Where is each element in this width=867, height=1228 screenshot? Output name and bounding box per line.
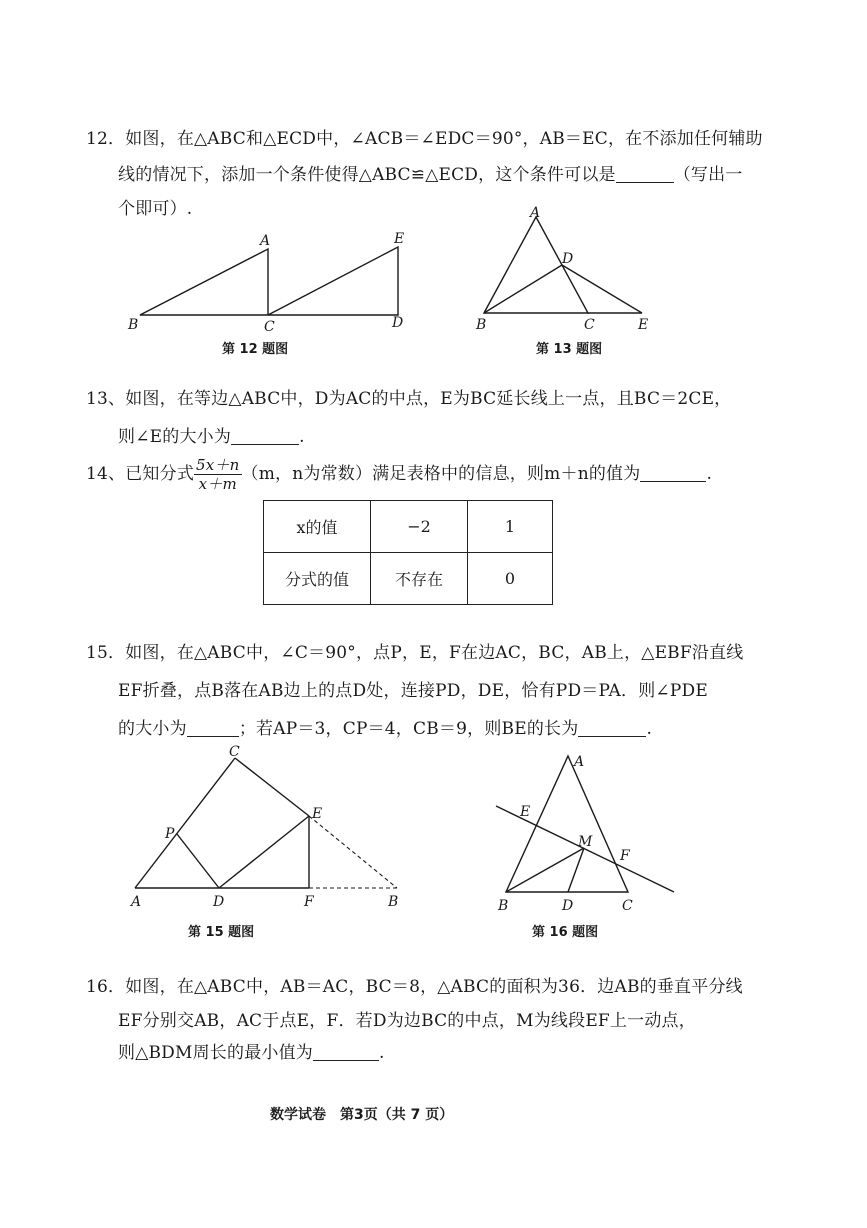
- table-row: [264, 501, 553, 553]
- q15-segment-ce: [235, 758, 309, 816]
- q15-label-f: F: [304, 894, 314, 910]
- q12-triangle-ecd: [268, 247, 398, 315]
- q16-line3: [118, 1038, 385, 1063]
- q16-line1: 16．如图，在△ABC中，AB＝AC，BC＝8，△ABC的面积为36．边AB的垂直平分线: [86, 977, 743, 997]
- q16-line2: EF分别交AB，AC于点E，F．若D为边BC的中点，M为线段EF上一动点，: [118, 1011, 696, 1031]
- table-cell: −2: [371, 501, 468, 553]
- table-cell: 1: [468, 501, 553, 553]
- q16-answer-blank: [313, 1044, 379, 1061]
- q16-label-c: C: [622, 898, 633, 914]
- q12-caption: 第 12 题图: [222, 342, 289, 357]
- q16-line3-text: 则△BDM周长的最小值为: [118, 1043, 314, 1063]
- q12-figure: [120, 225, 420, 335]
- q12-line2-tail: （写出一: [673, 165, 743, 185]
- q15-line3: [118, 714, 652, 739]
- q12-answer-blank: [616, 166, 674, 183]
- q13-label-e: E: [638, 317, 649, 333]
- q12-line2: [118, 160, 743, 185]
- q15-label-a: A: [131, 894, 142, 910]
- q14-info-table: [263, 500, 553, 605]
- q13-label-a: A: [530, 205, 541, 221]
- q15-line3-mid: ；若AP＝3，CP＝4，CB＝9，则BE的长为: [238, 719, 579, 739]
- q16-label-a: A: [574, 754, 585, 770]
- q13-figure: [470, 205, 670, 335]
- q12-line2-text: 线的情况下，添加一个条件使得△ABC≌△ECD，这个条件可以是: [118, 165, 616, 185]
- q16-figure: [490, 748, 690, 918]
- q15-figure: [125, 742, 415, 914]
- q16-line3-tail: .: [379, 1043, 385, 1063]
- table-cell-x-header: x的值: [264, 501, 371, 553]
- q14-fraction: [194, 456, 241, 493]
- q13-line2: [118, 422, 305, 447]
- q14-fraction-denominator: x＋m: [198, 475, 237, 493]
- table-cell-value-header: 分式的值: [264, 553, 371, 605]
- q13-line1: 13、如图，在等边△ABC中，D为AC的中点，E为BC延长线上一点，且BC＝2CE，: [86, 389, 732, 409]
- q14-prefix: 14、已知分式: [86, 464, 195, 484]
- q15-line3-text: 的大小为: [118, 719, 187, 739]
- q16-caption: 第 16 题图: [532, 925, 599, 940]
- page-footer: 数学试卷 第3页（共 7 页）: [270, 1107, 454, 1123]
- q16-segment-dm: [568, 848, 584, 892]
- q15-segment-de: [219, 816, 309, 888]
- q13-segment-bd: [484, 265, 562, 313]
- q16-label-b: B: [498, 898, 509, 914]
- q13-caption: 第 13 题图: [536, 342, 603, 357]
- q16-segment-bm: [506, 848, 584, 892]
- q16-label-f: F: [620, 848, 630, 864]
- q12-label-e: E: [394, 231, 405, 247]
- q14-fraction-numerator: 5x＋n: [196, 456, 240, 474]
- q12-label-d: D: [392, 315, 404, 331]
- q14-line: [86, 456, 712, 493]
- q14-answer-blank: [640, 465, 706, 482]
- q15-line1: 15．如图，在△ABC中，∠C＝90°，点P，E，F在边AC，BC，AB上，△EBF沿直线: [86, 643, 744, 663]
- q13-line2-text: 则∠E的大小为: [118, 427, 232, 447]
- q15-caption: 第 15 题图: [188, 925, 255, 940]
- q12-label-c: C: [264, 319, 275, 335]
- q12-label-a: A: [260, 233, 271, 249]
- q16-triangle-abc: [506, 756, 628, 892]
- q15-label-p: P: [165, 826, 175, 842]
- q16-label-m: M: [578, 834, 593, 850]
- q13-answer-blank: [231, 428, 299, 445]
- q13-line2-tail: .: [299, 427, 305, 447]
- q13-label-d: D: [562, 251, 574, 267]
- q16-label-d: D: [562, 898, 574, 914]
- table-row: [264, 553, 553, 605]
- q15-answer-blank-1: [187, 720, 239, 737]
- q14-suffix: （m，n为常数）满足表格中的信息，则m＋n的值为: [241, 464, 641, 484]
- q13-label-b: B: [476, 317, 487, 333]
- q15-label-b: B: [388, 894, 399, 910]
- q15-segment-ac: [135, 758, 235, 888]
- table-cell: 不存在: [371, 553, 468, 605]
- q13-label-c: C: [584, 317, 595, 333]
- q15-label-c: C: [229, 744, 240, 760]
- q12-triangle-abc: [140, 249, 268, 315]
- q12-line3: 个即可）.: [118, 199, 193, 219]
- table-cell: 0: [468, 553, 553, 605]
- q15-label-e: E: [312, 806, 323, 822]
- q12-line1: 12．如图，在△ABC和△ECD中，∠ACB＝∠EDC＝90°，AB＝EC，在不添加任何辅助: [86, 129, 763, 149]
- q15-answer-blank-2: [578, 720, 646, 737]
- q16-label-e: E: [520, 804, 531, 820]
- q14-suffix-tail: .: [706, 464, 713, 484]
- q13-segment-de: [562, 265, 642, 313]
- q15-line2: EF折叠，点B落在AB边上的点D处，连接PD，DE，恰有PD＝PA．则∠PDE: [118, 681, 708, 701]
- q15-label-d: D: [213, 894, 225, 910]
- q15-dashed-eb: [309, 816, 397, 888]
- q15-segment-pd: [177, 834, 219, 888]
- q15-line3-tail: .: [646, 719, 653, 739]
- q12-label-b: B: [128, 317, 139, 333]
